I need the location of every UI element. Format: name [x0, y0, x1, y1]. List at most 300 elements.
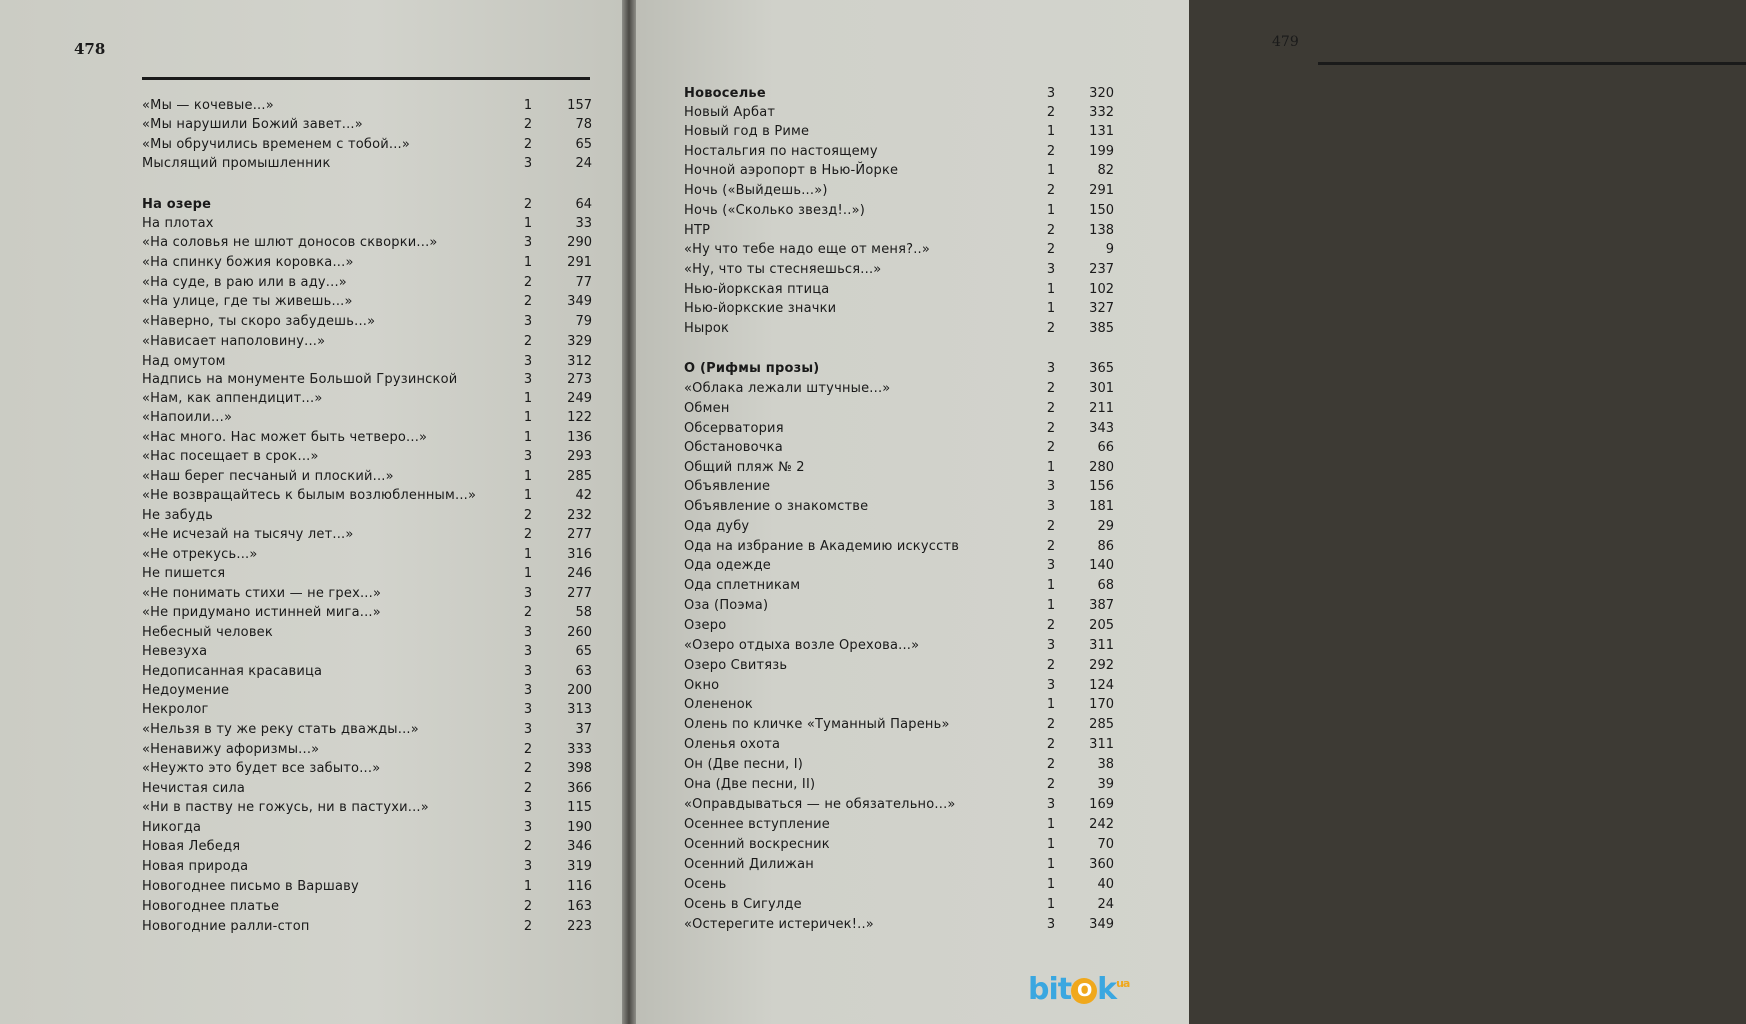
entry-volume: 1: [523, 879, 533, 894]
entry-title: Новый Арбат: [684, 105, 776, 120]
entry-volume: 2: [1046, 183, 1056, 198]
entry-title: «На улице, где ты живешь...»: [142, 294, 353, 309]
entry-title: «Нам, как аппендицит...»: [142, 391, 323, 406]
entry-volume: 3: [523, 664, 533, 679]
entry-title: Новогоднее платье: [142, 899, 280, 914]
index-entry: [142, 273, 594, 293]
entry-title: «Наш берег песчаный и плоский...»: [142, 469, 394, 484]
entry-volume: 2: [1046, 658, 1056, 673]
entry-volume: 3: [523, 235, 533, 250]
entry-volume: 2: [1046, 223, 1056, 238]
index-entry: [684, 359, 1116, 379]
entry-volume: 2: [523, 508, 533, 523]
index-entry: [142, 447, 594, 467]
entry-page: 292: [1089, 658, 1114, 673]
index-entry: [142, 740, 594, 760]
entry-title: «Ненавижу афоризмы...»: [142, 742, 320, 757]
entry-page: 311: [1089, 737, 1114, 752]
index-entry: [684, 458, 1116, 478]
entry-page: 285: [567, 469, 592, 484]
entry-volume: 3: [523, 722, 533, 737]
entry-volume: 2: [1046, 618, 1056, 633]
entry-volume: 3: [523, 800, 533, 815]
entry-page: 156: [1089, 479, 1114, 494]
entry-page: 65: [575, 644, 592, 659]
entry-volume: 3: [523, 820, 533, 835]
entry-page: 40: [1097, 877, 1114, 892]
entry-volume: 2: [1046, 440, 1056, 455]
entry-volume: 2: [1046, 242, 1056, 257]
entry-title: «Нависает наполовину...»: [142, 334, 326, 349]
entry-title: Ода на избрание в Академию искусств: [684, 539, 960, 554]
index-entry: [684, 855, 1116, 875]
entry-page: 360: [1089, 857, 1114, 872]
entry-volume: 2: [1046, 321, 1056, 336]
index-entry: [684, 103, 1116, 123]
index-entry: [142, 332, 594, 352]
entry-volume: 2: [523, 527, 533, 542]
entry-volume: 3: [523, 372, 533, 387]
entry-volume: 3: [1046, 558, 1056, 573]
entry-volume: 3: [523, 625, 533, 640]
index-entry: [142, 897, 594, 917]
entry-page: 82: [1097, 163, 1114, 178]
left-page: [0, 0, 622, 1024]
index-entry: [684, 299, 1116, 319]
entry-volume: 1: [1046, 697, 1056, 712]
index-entry: [684, 142, 1116, 162]
entry-page: 200: [567, 683, 592, 698]
entry-page: 385: [1089, 321, 1114, 336]
entry-page: 122: [567, 410, 592, 425]
index-entry: [684, 497, 1116, 517]
entry-page: 246: [567, 566, 592, 581]
entry-volume: 3: [1046, 479, 1056, 494]
entry-volume: 2: [523, 197, 533, 212]
entry-title: Новая природа: [142, 859, 249, 874]
index-entry: [142, 642, 594, 662]
entry-title: Олень по кличке «Туманный Парень»: [684, 717, 950, 732]
entry-page: 38: [1097, 757, 1114, 772]
entry-volume: 1: [1046, 301, 1056, 316]
entry-title: НТР: [684, 223, 711, 238]
entry-page: 293: [567, 449, 592, 464]
entry-page: 205: [1089, 618, 1114, 633]
entry-volume: 2: [523, 839, 533, 854]
index-entry: [142, 525, 594, 545]
entry-volume: 1: [523, 488, 533, 503]
entry-volume: 2: [523, 781, 533, 796]
entry-volume: 2: [523, 605, 533, 620]
index-entry: [684, 122, 1116, 142]
entry-page: 343: [1089, 421, 1114, 436]
entry-title: «Не исчезай на тысячу лет...»: [142, 527, 354, 542]
entry-volume: 1: [523, 391, 533, 406]
index-entry: [142, 603, 594, 623]
entry-title: «Не возвращайтесь к былым возлюбленным...»: [142, 488, 477, 503]
index-entry: [684, 221, 1116, 241]
entry-title: «На суде, в раю или в аду...»: [142, 275, 347, 290]
entry-title: Новоселье: [684, 86, 766, 101]
entry-title: Недоумение: [142, 683, 230, 698]
entry-title: На озере: [142, 197, 212, 212]
entry-title: Оленья охота: [684, 737, 781, 752]
entry-page: 301: [1089, 381, 1114, 396]
entry-volume: 2: [523, 742, 533, 757]
entry-page: 24: [575, 156, 592, 171]
index-entry: [684, 695, 1116, 715]
index-entry: [142, 720, 594, 740]
entry-title: Ночной аэропорт в Нью-Йорке: [684, 163, 899, 178]
entry-volume: 1: [523, 255, 533, 270]
entry-page: 327: [1089, 301, 1114, 316]
index-entry: [684, 240, 1116, 260]
entry-title: Ностальгия по настоящему: [684, 144, 878, 159]
index-entry: [142, 564, 594, 584]
index-entry: [142, 195, 594, 215]
entry-page: 66: [1097, 440, 1114, 455]
entry-volume: 2: [1046, 757, 1056, 772]
entry-title: «Ну что тебе надо еще от меня?..»: [684, 242, 931, 257]
entry-page: 157: [567, 98, 592, 113]
entry-volume: 3: [1046, 86, 1056, 101]
entry-page: 316: [567, 547, 592, 562]
entry-page: 24: [1097, 897, 1114, 912]
entry-page: 312: [567, 354, 592, 369]
entry-volume: 3: [523, 859, 533, 874]
right-page: [636, 0, 1299, 1024]
entry-volume: 3: [523, 683, 533, 698]
index-entry: [142, 623, 594, 643]
entry-volume: 3: [523, 644, 533, 659]
entry-title: На плотах: [142, 216, 214, 231]
entry-title: «На спинку божия коровка...»: [142, 255, 354, 270]
entry-title: Недописанная красавица: [142, 664, 323, 679]
entry-page: 398: [567, 761, 592, 776]
entry-volume: 1: [1046, 578, 1056, 593]
entry-volume: 3: [1046, 638, 1056, 653]
entry-title: Нью-йоркские значки: [684, 301, 837, 316]
index-entry: [142, 486, 594, 506]
entry-volume: 1: [523, 566, 533, 581]
entry-title: Нырок: [684, 321, 730, 336]
index-entry: [142, 857, 594, 877]
entry-title: Ода одежде: [684, 558, 771, 573]
entry-volume: 1: [1046, 282, 1056, 297]
entry-title: Мыслящий промышленник: [142, 156, 331, 171]
entry-page: 277: [567, 586, 592, 601]
entry-volume: 1: [523, 469, 533, 484]
entry-volume: 2: [1046, 717, 1056, 732]
entry-page: 349: [1089, 917, 1114, 932]
entry-volume: 1: [1046, 857, 1056, 872]
entry-title: «Ни в паству не гожусь, ни в пастухи...»: [142, 800, 429, 815]
entry-page: 116: [567, 879, 592, 894]
entry-title: Окно: [684, 678, 720, 693]
entry-volume: 1: [1046, 817, 1056, 832]
entry-page: 77: [575, 275, 592, 290]
entry-page: 140: [1089, 558, 1114, 573]
entry-volume: 2: [523, 117, 533, 132]
header-rule-right: [1318, 62, 1746, 65]
entry-volume: 1: [523, 410, 533, 425]
entry-volume: 2: [1046, 105, 1056, 120]
entry-volume: 1: [523, 98, 533, 113]
index-entry: [142, 292, 594, 312]
index-entry: [684, 379, 1116, 399]
entry-page: 366: [567, 781, 592, 796]
index-entry: [142, 837, 594, 857]
watermark-logo: bit O $k^{ua}$: [1028, 972, 1130, 1007]
entry-title: Не пишется: [142, 566, 226, 581]
entry-page: 64: [575, 197, 592, 212]
entry-title: «Не отрекусь...»: [142, 547, 258, 562]
entry-page: 163: [567, 899, 592, 914]
entry-title: «Наверно, ты скоро забудешь...»: [142, 314, 376, 329]
entry-page: 58: [575, 605, 592, 620]
entry-volume: 2: [1046, 519, 1056, 534]
entry-title: Объявление: [684, 479, 771, 494]
index-entry: [142, 681, 594, 701]
index-entry: [142, 214, 594, 234]
index-entry: [142, 662, 594, 682]
index-entry: [684, 517, 1116, 537]
index-entry: [684, 755, 1116, 775]
entry-volume: 3: [523, 702, 533, 717]
entry-title: О (Рифмы прозы): [684, 361, 820, 376]
index-entry: [684, 201, 1116, 221]
entry-page: 70: [1097, 837, 1114, 852]
entry-volume: 3: [1046, 797, 1056, 812]
entry-title: Общий пляж № 2: [684, 460, 805, 475]
page-number-left: 478: [74, 40, 106, 58]
index-entry: [142, 115, 594, 135]
entry-title: Невезуха: [142, 644, 208, 659]
index-entry: [142, 545, 594, 565]
entry-title: Новая Лебедя: [142, 839, 241, 854]
entry-page: 86: [1097, 539, 1114, 554]
entry-title: «Нас много. Нас может быть четверо...»: [142, 430, 428, 445]
entry-title: «Остерегите истеричек!..»: [684, 917, 874, 932]
entry-page: 313: [567, 702, 592, 717]
entry-page: 291: [1089, 183, 1114, 198]
index-entry: [142, 253, 594, 273]
index-entry: [142, 428, 594, 448]
entry-volume: 1: [1046, 598, 1056, 613]
entry-title: «Не понимать стихи — не грех...»: [142, 586, 382, 601]
entry-title: Осеннее вступление: [684, 817, 830, 832]
entry-volume: 3: [1046, 917, 1056, 932]
entry-volume: 2: [523, 761, 533, 776]
index-entry: [142, 779, 594, 799]
entry-page: 124: [1089, 678, 1114, 693]
entry-page: 260: [567, 625, 592, 640]
index-entry: [142, 312, 594, 332]
entry-volume: 1: [1046, 837, 1056, 852]
index-entry: [684, 438, 1116, 458]
entry-volume: 1: [1046, 203, 1056, 218]
index-entry: [142, 506, 594, 526]
entry-volume: 2: [1046, 737, 1056, 752]
entry-page: 211: [1089, 401, 1114, 416]
entry-title: Она (Две песни, II): [684, 777, 816, 792]
entry-page: 169: [1089, 797, 1114, 812]
entry-title: «Оправдываться — не обязательно...»: [684, 797, 956, 812]
page-number-right: 479: [1272, 34, 1299, 50]
entry-page: 311: [1089, 638, 1114, 653]
index-entry: [142, 700, 594, 720]
index-entry: [142, 96, 594, 116]
index-entry: [142, 135, 594, 155]
entry-page: 290: [567, 235, 592, 250]
index-entry: [142, 352, 594, 372]
entry-volume: 1: [523, 430, 533, 445]
entry-page: 237: [1089, 262, 1114, 277]
entry-volume: 3: [523, 354, 533, 369]
index-entry: [684, 735, 1116, 755]
entry-volume: 3: [1046, 678, 1056, 693]
index-entry: [142, 370, 594, 390]
entry-page: 365: [1089, 361, 1114, 376]
entry-volume: 2: [1046, 144, 1056, 159]
entry-title: Не забудь: [142, 508, 213, 523]
index-entry: [684, 815, 1116, 835]
entry-title: Озеро Свитязь: [684, 658, 788, 673]
entry-volume: 1: [1046, 460, 1056, 475]
index-entry: [142, 154, 594, 174]
index-entry: [684, 477, 1116, 497]
entry-page: 285: [1089, 717, 1114, 732]
entry-title: Олененок: [684, 697, 753, 712]
entry-page: 136: [567, 430, 592, 445]
index-entry: [142, 233, 594, 253]
index-entry: [684, 419, 1116, 439]
entry-title: «Нельзя в ту же реку стать дважды...»: [142, 722, 419, 737]
entry-page: 232: [567, 508, 592, 523]
entry-title: Ода дубу: [684, 519, 750, 534]
entry-title: Нью-йоркская птица: [684, 282, 830, 297]
entry-page: 37: [575, 722, 592, 737]
entry-volume: 2: [1046, 777, 1056, 792]
entry-title: Ночь («Выйдешь...»): [684, 183, 828, 198]
entry-volume: 2: [1046, 539, 1056, 554]
entry-page: 9: [1105, 242, 1114, 257]
entry-page: 280: [1089, 460, 1114, 475]
entry-title: «Напоили...»: [142, 410, 233, 425]
index-entry: [684, 616, 1116, 636]
index-entry: [684, 576, 1116, 596]
entry-title: Обсерватория: [684, 421, 784, 436]
index-entry: [142, 389, 594, 409]
entry-title: «Мы нарушили Божий завет...»: [142, 117, 363, 132]
entry-title: Оза (Поэма): [684, 598, 769, 613]
entry-title: Ночь («Сколько звезд!..»): [684, 203, 865, 218]
entry-page: 387: [1089, 598, 1114, 613]
entry-volume: 1: [523, 216, 533, 231]
entry-title: Осенний Дилижан: [684, 857, 814, 872]
index-entry: [684, 795, 1116, 815]
entry-title: Новогоднее письмо в Варшаву: [142, 879, 359, 894]
entry-volume: 2: [523, 334, 533, 349]
entry-page: 131: [1089, 124, 1114, 139]
entry-page: 277: [567, 527, 592, 542]
index-entry: [142, 759, 594, 779]
entry-page: 65: [575, 137, 592, 152]
entry-page: 102: [1089, 282, 1114, 297]
entry-title: «На соловья не шлют доносов скворки...»: [142, 235, 438, 250]
entry-title: «Нас посещает в срок...»: [142, 449, 319, 464]
index-entry: [684, 319, 1116, 339]
index-entry: [684, 399, 1116, 419]
index-entry: [142, 917, 594, 937]
entry-title: «Облака лежали штучные...»: [684, 381, 891, 396]
entry-title: Осень: [684, 877, 727, 892]
entry-page: 181: [1089, 499, 1114, 514]
entry-volume: 1: [1046, 877, 1056, 892]
entry-title: Надпись на монументе Большой Грузинской: [142, 372, 458, 387]
entry-page: 138: [1089, 223, 1114, 238]
index-entry: [684, 537, 1116, 557]
entry-page: 332: [1089, 105, 1114, 120]
entry-page: 29: [1097, 519, 1114, 534]
entry-title: «Не придумано истинней мига...»: [142, 605, 381, 620]
entry-page: 68: [1097, 578, 1114, 593]
index-entry: [142, 818, 594, 838]
entry-volume: 2: [523, 919, 533, 934]
entry-page: 150: [1089, 203, 1114, 218]
entry-page: 33: [575, 216, 592, 231]
entry-page: 242: [1089, 817, 1114, 832]
index-entry: [142, 877, 594, 897]
index-entry: [684, 596, 1116, 616]
entry-title: Объявление о знакомстве: [684, 499, 869, 514]
index-entry: [684, 676, 1116, 696]
entry-title: Небесный человек: [142, 625, 273, 640]
entry-volume: 3: [1046, 499, 1056, 514]
entry-volume: 2: [1046, 421, 1056, 436]
entry-title: Новый год в Риме: [684, 124, 810, 139]
entry-page: 249: [567, 391, 592, 406]
entry-title: Новогодние ралли-стоп: [142, 919, 310, 934]
entry-title: Никогда: [142, 820, 202, 835]
entry-volume: 3: [1046, 262, 1056, 277]
entry-volume: 3: [523, 314, 533, 329]
index-entry: [684, 84, 1116, 104]
index-entry: [684, 260, 1116, 280]
entry-volume: 2: [523, 137, 533, 152]
entry-title: Над омутом: [142, 354, 226, 369]
index-entry: [142, 467, 594, 487]
index-entry: [684, 895, 1116, 915]
index-entry: [142, 408, 594, 428]
entry-volume: 2: [523, 899, 533, 914]
entry-volume: 3: [523, 586, 533, 601]
entry-page: 291: [567, 255, 592, 270]
entry-page: 349: [567, 294, 592, 309]
entry-title: Нечистая сила: [142, 781, 246, 796]
book-gutter: [622, 0, 636, 1024]
entry-volume: 1: [523, 547, 533, 562]
index-entry: [142, 584, 594, 604]
entry-title: Он (Две песни, I): [684, 757, 804, 772]
entry-volume: 3: [523, 156, 533, 171]
entry-page: 346: [567, 839, 592, 854]
entry-page: 199: [1089, 144, 1114, 159]
entry-title: «Ну, что ты стесняешься...»: [684, 262, 882, 277]
entry-page: 273: [567, 372, 592, 387]
entry-title: «Мы обручились временем с тобой...»: [142, 137, 411, 152]
entry-volume: 2: [523, 275, 533, 290]
